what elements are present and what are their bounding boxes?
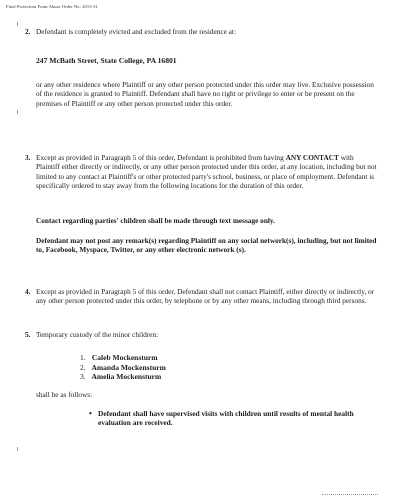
social-network-note: Defendant may not post any remark(s) regarding Plaintiff on any social network(s), including, but not limited to, Facebook, Myspace, Twitter, or any other electronic network (s). [36, 236, 377, 255]
contact-note: Contact regarding parties' children shall be made through text message only. [36, 216, 275, 225]
follows-text: shall be as follows: [36, 390, 93, 399]
child-name: Amelia Mockensturm [91, 372, 162, 382]
scan-mark [17, 22, 18, 26]
custody-bullet [89, 409, 368, 428]
paragraph-2-lead [25, 27, 378, 36]
paragraph-3-text-b: with Plaintiff either directly or indirectly, or any other person protected under this order, at any location, including but not limited to any contact at Plaintiff's or other protected party's school, business, or place of employment. Defendant is specifically ordered to stay away from the following locations for the duration of this order. [36, 153, 377, 190]
list-item [80, 372, 166, 382]
document-header: Final Protection From Abuse Order No: 2013-31 [6, 4, 98, 9]
child-name: Caleb Mockensturm [91, 353, 158, 362]
paragraph-4-body [25, 287, 378, 306]
paragraph-3-number: 3. [25, 153, 31, 162]
paragraph-4-number: 4. [25, 287, 31, 296]
scan-mark [17, 447, 18, 451]
paragraph-5-lead [25, 330, 378, 339]
list-number: 3. [80, 372, 86, 382]
residence-address: 247 McBath Street, State College, PA 16801 [36, 56, 177, 65]
bullet-icon: • [89, 409, 92, 418]
any-contact-emphasis: ANY CONTACT [285, 153, 339, 162]
paragraph-3-body [25, 153, 378, 190]
paragraph-4-text: Except as provided in Paragraph 5 of this order, Defendant shall not contact Plaintiff, either directly or indirectly, or any other person protected under this order, by telephone or by any other means, including through third persons. [36, 287, 375, 306]
scan-mark [17, 110, 18, 114]
paragraph-2-number: 2. [25, 27, 31, 36]
list-number: 1. [80, 353, 86, 362]
paragraph-3-text-a: Except as provided in Paragraph 5 of this order, Defendant is prohibited from having [36, 153, 286, 162]
list-number: 2. [80, 362, 86, 372]
list-item [80, 353, 166, 363]
scan-mark [322, 494, 378, 497]
paragraph-5-text: Temporary custody of the minor children: [36, 330, 159, 339]
paragraph-2-lead-text: Defendant is completely evicted and excluded from the residence at: [36, 27, 236, 36]
custody-bullet-text: Defendant shall have supervised visits with children until results of mental health evaluation are received. [98, 409, 354, 428]
list-item [80, 363, 166, 373]
children-list [80, 353, 166, 382]
child-name: Amanda Mockensturm [91, 362, 166, 372]
paragraph-5-number: 5. [25, 330, 31, 339]
paragraph-2-body: or any other residence where Plaintiff or any other person protected under this order may live. Exclusive possession of the residence is granted to Plaintiff. Defendant shall have no right or privilege to enter or be present on the premises of Plaintiff or any other person protected under this order. [36, 80, 374, 108]
